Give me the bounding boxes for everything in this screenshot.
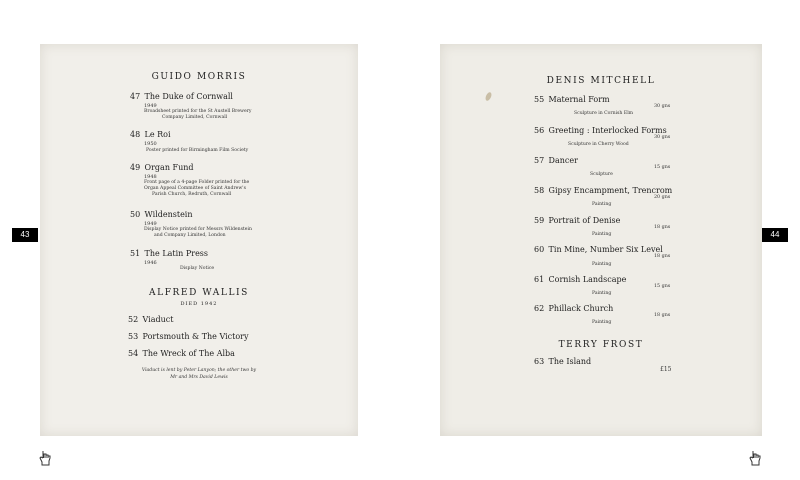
loan-note: Mr and Mrs David Lewis	[170, 375, 228, 380]
page-right	[440, 44, 762, 436]
catalogue-entry-48: 48 Le Roi	[130, 130, 171, 139]
catalogue-entry-58: 58 Gipsy Encampment, Trencrom	[534, 186, 673, 195]
entry-price: £15	[660, 366, 672, 373]
catalogue-entry-49: 49 Organ Fund	[130, 163, 194, 172]
entry-price: 30 gns	[654, 135, 671, 140]
catalogue-entry-53: 53 Portsmouth & The Victory	[128, 332, 249, 341]
entry-description: Sculpture in Cornish Elm	[574, 111, 634, 116]
entry-description: Parish Church, Redruth, Cornwall	[152, 192, 232, 197]
catalogue-entry-50: 50 Wildenstein	[130, 210, 193, 219]
entry-year: 1949	[144, 221, 157, 227]
catalogue-entry-59: 59 Portrait of Denise	[534, 216, 621, 225]
entry-description: Painting	[592, 232, 612, 237]
entry-price: 15 gns	[654, 165, 671, 170]
entry-description: Sculpture in Cherry Wood	[568, 142, 629, 147]
catalogue-entry-61: 61 Cornish Landscape	[534, 275, 627, 284]
entry-description: Organ Appeal Committee of Saint Andrew's	[144, 186, 246, 191]
catalogue-entry-51: 51 The Latin Press	[130, 249, 209, 258]
entry-description: Front page of a 4-page Folder printed for the	[144, 180, 250, 185]
entry-price: 18 gns	[654, 254, 671, 259]
entry-description: Poster printed for Birmingham Film Society	[146, 148, 249, 153]
entry-year: 1950	[144, 141, 157, 147]
entry-price: 30 gns	[654, 104, 671, 109]
entry-description: Sculpture	[590, 172, 613, 177]
entry-year: 1949	[144, 103, 157, 109]
catalogue-entry-55: 55 Maternal Form	[534, 95, 610, 104]
entry-price: 20 gns	[654, 195, 671, 200]
entry-price: 18 gns	[654, 313, 671, 318]
entry-description: Display Notice printed for Messrs Wildenstein	[144, 227, 252, 232]
entry-description: Display Notice	[180, 266, 215, 271]
entry-price: 18 gns	[654, 225, 671, 230]
catalogue-entry-57: 57 Dancer	[534, 156, 578, 165]
artist-dates: DIED 1942	[180, 301, 218, 307]
artist-heading-terry-frost: TERRY FROST	[558, 340, 644, 350]
entry-description: Company Limited, Cornwall	[162, 115, 228, 120]
catalogue-entry-62: 62 Phillack Church	[534, 304, 614, 313]
loan-note: Viaduct is lent by Peter Lanyon; the other two by	[141, 368, 257, 373]
artist-heading-denis-mitchell: DENIS MITCHELL	[546, 76, 656, 86]
entry-description: Painting	[592, 262, 612, 267]
entry-year: 1946	[144, 260, 157, 266]
entry-description: Painting	[592, 291, 612, 296]
paper-stain	[484, 91, 492, 101]
page-left	[40, 44, 358, 436]
artist-heading-guido-morris: GUIDO MORRIS	[151, 72, 247, 82]
entry-description: Broadsheet printed for the St Austell Brewery	[144, 109, 252, 114]
entry-description: Painting	[592, 202, 612, 207]
catalogue-entry-47: 47 The Duke of Cornwall	[130, 92, 233, 101]
page-number-left: 43	[12, 228, 38, 242]
entry-description: and Company Limited, London	[154, 233, 226, 238]
hand-cursor-icon[interactable]	[748, 450, 762, 466]
page-number-right: 44	[762, 228, 788, 242]
catalogue-entry-54: 54 The Wreck of The Alba	[128, 349, 235, 358]
artist-heading-alfred-wallis: ALFRED WALLIS	[149, 288, 249, 298]
hand-cursor-icon[interactable]	[38, 450, 52, 466]
entry-description: Painting	[592, 320, 612, 325]
catalogue-entry-52: 52 Viaduct	[128, 315, 174, 324]
catalogue-entry-56: 56 Greeting : Interlocked Forms	[534, 126, 667, 135]
entry-price: 15 gns	[654, 284, 671, 289]
catalogue-entry-60: 60 Tin Mine, Number Six Level	[534, 245, 663, 254]
entry-year: 1948	[144, 174, 157, 180]
catalogue-entry-63: 63 The Island	[534, 357, 592, 366]
